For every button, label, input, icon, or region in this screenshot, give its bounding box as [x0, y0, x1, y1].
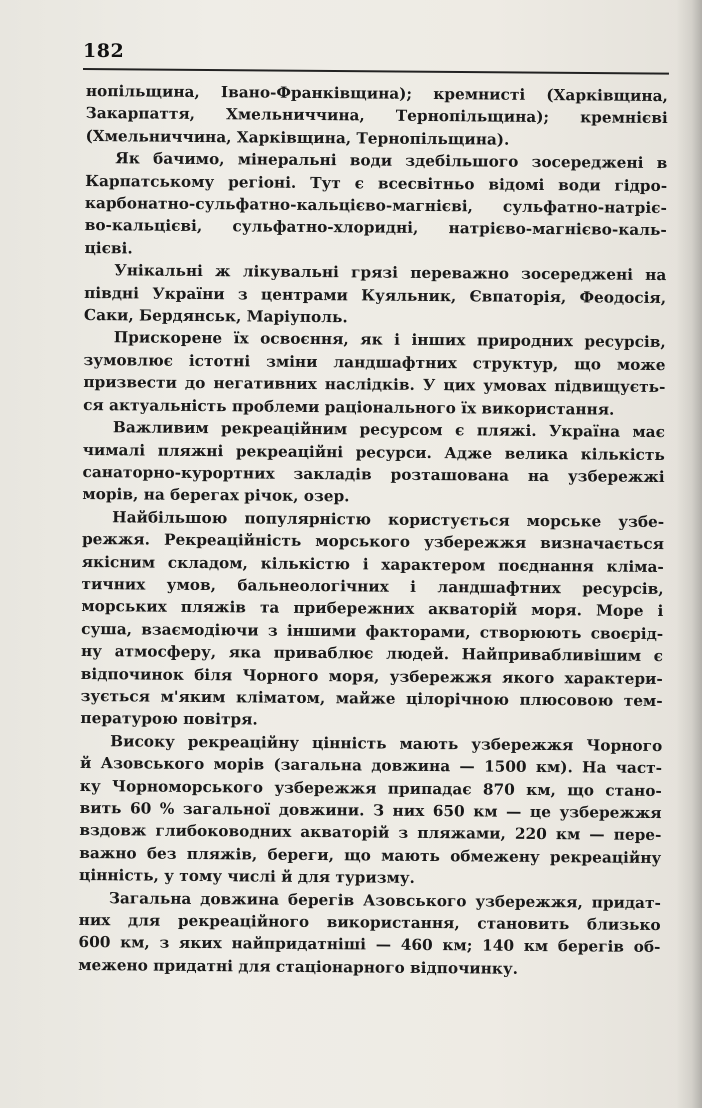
- text-line: морів, на берегах річок, озер.: [82, 485, 350, 506]
- paragraph: [82, 416, 665, 511]
- text-line: Прискорене їх освоєння, як і інших природних ресурсів,: [113, 328, 666, 352]
- text-line: карбонатно-сульфатно-кальцієво-магнієві, сульфатно-натріє-: [84, 194, 667, 218]
- text-line: (Хмельниччина, Харківщина, Тернопільщина).: [85, 126, 510, 149]
- text-line: 600 км, з яких найпридатніші — 460 км; 140 км берегів об-: [78, 933, 661, 957]
- text-line: Унікальні ж лікувальні грязі переважно зосереджені на: [114, 261, 667, 285]
- text-line: морських пляжів та прибережних акваторій моря. Море і: [81, 597, 664, 621]
- text-line: Як бачимо, мінеральні води здебільшого зосереджені в: [115, 149, 668, 173]
- paragraph: [80, 506, 664, 735]
- text-line: суша, взаємодіючи з іншими факторами, створюють своєрід-: [81, 619, 664, 643]
- text-line: зується м'яким кліматом, майже цілорічною плюсовою тем-: [80, 686, 663, 711]
- text-line: Саки, Бердянськ, Маріуполь.: [83, 306, 348, 327]
- page-edge-shadow: [676, 0, 702, 1108]
- paragraph: [84, 147, 667, 264]
- text-line: во-кальцієві, сульфатно-хлоридні, натрієво-магнієво-каль-: [84, 216, 667, 240]
- paragraph: [78, 887, 661, 982]
- text-line: чималі пляжні рекреаційні ресурси. Адже велика кількість: [82, 440, 665, 464]
- paragraph: [79, 730, 662, 892]
- text-line: відпочинок біля Чорного моря, узбережжя якого характери-: [80, 664, 663, 688]
- text-line: вить 60 % загальної довжини. З них 650 км — це узбережжя: [79, 798, 662, 823]
- text-line: тичних умов, бальнеологічних і ландшафтних ресурсів,: [81, 574, 664, 598]
- text-line: вздовж глибоководних акваторій з пляжами, 220 км — пере-: [79, 821, 662, 845]
- text-line: зумовлює істотні зміни ландшафтних структур, що може: [83, 350, 666, 374]
- text-line: ся актуальність проблеми раціонального їх використання.: [83, 395, 615, 419]
- text-line: Високу рекреаційну цінність мають узбережжя Чорного: [110, 732, 663, 755]
- text-body: [78, 80, 668, 981]
- paragraph: [84, 259, 667, 331]
- header-rule: [83, 68, 669, 75]
- paragraph: [83, 326, 666, 421]
- text-line: Найбільшою популярністю користується морське узбе-: [112, 507, 665, 531]
- text-line: режжя. Рекреаційність морського узбережжя визначається: [81, 530, 665, 554]
- text-line: Загальна довжина берегів Азовського узбережжя, придат-: [108, 888, 661, 912]
- text-line: Важливим рекреаційним ресурсом є пляжі. Україна має: [112, 418, 666, 442]
- text-line: ку Чорноморського узбережжя припадає 870 км, що стано-: [79, 776, 662, 800]
- text-line: пературою повітря.: [80, 709, 258, 729]
- text-line: Закарпаття, Хмельниччина, Тернопільщина); кремнієві: [85, 104, 668, 128]
- text-line: якісним складом, кількістю і характером поєднання кліма-: [81, 552, 664, 576]
- text-line: півдні України з центрами Куяльник, Євпаторія, Феодосія,: [84, 283, 667, 307]
- page-number: 182: [83, 40, 125, 62]
- text-line: ну атмосферу, яка приваблює людей. Найпривабливішим є: [80, 642, 664, 666]
- text-line: важно без пляжів, береги, що мають обмежену рекреаційну: [79, 843, 662, 867]
- text-line: нопільщина, Івано-Франківщина); кремнисті (Харківщина,: [85, 81, 668, 106]
- text-line: цінність, у тому числі й для туризму.: [78, 866, 416, 888]
- text-line: них для рекреаційного використання, становить близько: [78, 910, 661, 935]
- text-line: й Азовського морів (загальна довжина — 1500 км). На част-: [79, 754, 663, 778]
- paragraph: [85, 80, 668, 152]
- text-line: межено придатні для стаціонарного відпочинку.: [78, 955, 519, 978]
- text-line: санаторно-курортних закладів розташована на узбережжі: [82, 462, 665, 486]
- text-line: Карпатському регіоні. Тут є всесвітньо відомі води гідро-: [85, 171, 668, 195]
- text-line: призвести до негативних наслідків. У цих умовах підвищуєть-: [83, 373, 666, 397]
- text-line: цієві.: [84, 238, 133, 258]
